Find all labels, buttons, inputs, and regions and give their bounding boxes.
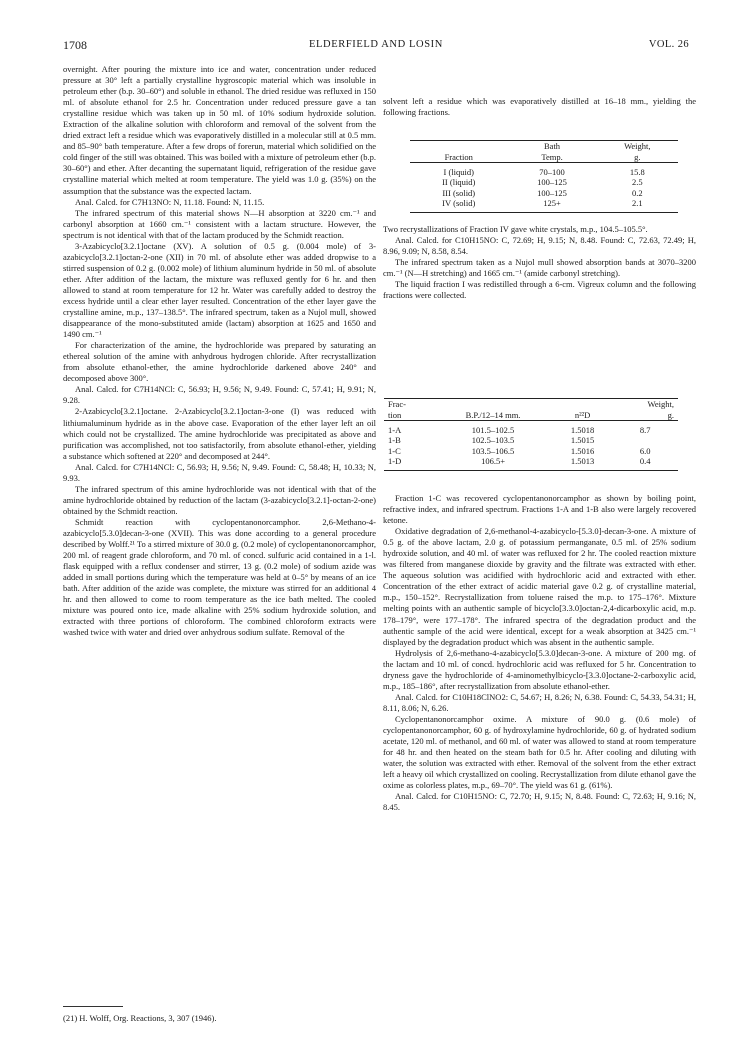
table-row: 1-C 103.5–106.5 1.5016 6.0 xyxy=(388,445,651,456)
table-header: B.P./12–14 mm. xyxy=(465,409,521,420)
table-row: 1-D 106.5+ 1.5013 0.4 xyxy=(384,456,678,470)
table-header: tion xyxy=(388,409,402,420)
paragraph: The liquid fraction I was redistilled through a 6-cm. Vigreux column and the following fractions were collected. xyxy=(383,279,696,301)
table-header: Temp. xyxy=(541,151,563,162)
right-middle-text xyxy=(383,224,696,301)
analysis-line: Anal. Calcd. for C10H15NO: C, 72.69; H, 9.15; N, 8.48. Found: C, 72.63, 72.49; H, 8.96, 9.09; N, 8.58, 8.54. xyxy=(383,235,696,257)
table-header: Fraction xyxy=(444,151,473,162)
paragraph: Schmidt reaction with cyclopentanonorcamphor. 2,6-Methano-4-azabicyclo[5.3.0]decan-3-one (XVII). This was done according to a general procedure described by Wolff.²¹ To a stirred mixture of 30.0 g. (0.2 mole) of cyclopentanonorcamphor, 200 ml. of reagent grade chloroform, and 70 ml. of concd. sulfuric acid contained in a 1-l. flask equipped with a reflux condenser and stirrer, 13 g. (0.2 mole) of sodium azide was added in small portions during which the temperature was held at 0–5° by means of an ice bath. After addition of the azide was complete, the mixture was stirred for an additional 4 hr. and then allowed to come to room temperature as the ice bath melted. The cooled mixture was poured onto ice, made alkaline with 25% sodium hydroxide solution, and extracted with three portions of chloroform. The combined chloroform extracts were washed twice with water and dried over anhydrous sodium sulfate. Removal of the xyxy=(63,516,376,638)
paragraph: overnight. After pouring the mixture into ice and water, concentration under reduced pressure at 30° left a partially crystalline hygroscopic material which was insoluble in petroleum ether (b.p. 30–60°) and soluble in ethanol. The dried residue was refluxed in 150 ml. of absolute ethanol for 2.5 hr. Concentration under reduced pressure gave a tan crystalline residue which was taken up in 50 ml. of 10% sodium hydroxide solution. Extraction of the alkaline solution with chloroform and removal of the solvent from the dried extract left a residue which was evaporatively distilled in a molecular still at 0.5 mm. and 85–90° bath temperature. After a few drops of forerun, material which solidified on the cold finger of the still was obtained. This was boiled with a mixture of petroleum ether (b.p. 30–60°) and ether. After decanting the supernatant liquid, refrigeration of the residue gave crystalline material which melted at room temperature. The yield was 1.0 g. (35%) on the assumption that the substance was the expected lactam. xyxy=(63,64,376,196)
volume-label: VOL. 26 xyxy=(648,39,689,50)
table-header: Bath xyxy=(544,141,561,151)
table-row: III (solid) 100–125 0.2 xyxy=(442,187,643,198)
page-number: 1708 xyxy=(63,38,87,52)
analysis-line: Anal. Calcd. for C10H15NO: C, 72.70; H, 9.15; N, 8.48. Found: C, 72.63; H, 9.16; N, 8.45. xyxy=(383,791,696,813)
paragraph: The infrared spectrum of this material shows N—H absorption at 3220 cm.⁻¹ and carbonyl absorption at 1660 cm.⁻¹ consistent with a lactam structure. However, the spectrum is not identical with that of the lactam produced by the Schmidt reaction. xyxy=(63,207,376,240)
paragraph: The infrared spectrum taken as a Nujol mull showed absorption bands at 3070–3200 cm.⁻¹ (N—H stretching) and 1665 cm.⁻¹ (amide carbonyl stretching). xyxy=(383,257,696,279)
table-row: II (liquid) 100–125 2.5 xyxy=(442,177,643,187)
page-header xyxy=(63,38,689,54)
paragraph: Cyclopentanonorcamphor oxime. A mixture of 90.0 g. (0.6 mole) of cyclopentanonorcamphor, 60 g. of hydroxylamine hydrochloride, 60 g. of hydrated sodium acetate, 120 ml. of methanol, and 60 ml. of water was allowed to stand at room temperature for 48 hr. and then heated on the steam bath for 0.5 hr. After cooling and diluting with water, the solution was extracted with ether. Removal of the solvent from the ether extract left a heavy oil which crystallized on cooling. Recrystallization from dilute ethanol gave the oxime as colorless plates, m.p., 69–70°. The yield was 61 g. (61%). xyxy=(383,713,696,791)
table-row: 1-A 101.5–102.5 1.5018 8.7 xyxy=(388,424,651,435)
analysis-line: Anal. Calcd. for C7H13NO: N, 11.18. Found: N, 11.15. xyxy=(75,196,265,207)
table-header: g. xyxy=(667,409,674,420)
table-header: n²²D xyxy=(574,409,591,420)
right-intro: solvent left a residue which was evaporatively distilled at 16–18 mm., yielding the following fractions. xyxy=(383,96,696,118)
table-row: IV (solid) 125+ 2.1 xyxy=(410,198,678,212)
table-header: Weight, xyxy=(624,141,651,151)
analysis-line: Anal. Calcd. for C10H18ClNO2: C, 54.67; H, 8.26; N, 6.38. Found: C, 54.33, 54.31; H, 8.11, 8.06; N, 6.26. xyxy=(383,691,696,713)
running-head: ELDERFIELD AND LOSIN xyxy=(309,39,443,50)
table-row: 1-B 102.5–103.5 1.5015 xyxy=(388,435,595,445)
table-header: g. xyxy=(634,151,641,162)
right-bottom-text xyxy=(383,493,696,813)
table-header: Frac- xyxy=(388,399,406,409)
redistillation-table xyxy=(384,398,678,471)
paragraph: 3-Azabicyclo[3.2.1]octane (XV). A solution of 0.5 g. (0.004 mole) of 3-azabicyclo[3.2.1]octan-2-one (XII) in 70 ml. of absolute ether was added dropwise to a stirred suspension of 0.2 g. (0.002 mole) of lithium aluminum hydride in 50 ml. of absolute ether. After addition of the lactam, the mixture was refluxed gently for 6 hr. and then allowed to stand at room temperature for 12 hr. Water was carefully added to destroy the excess hydride until a clear ether layer resulted. Concentration of the ether layer gave the crystalline amine, m.p., 137–138.5°. The infrared spectrum, taken as a Nujol mull, showed disappearance of the mono-substituted amide (lactam) absorption at 1625 and 1650 and 1490 cm.⁻¹ xyxy=(63,240,376,340)
table-row: I (liquid) 70–100 15.8 xyxy=(443,166,645,177)
footnote-rule xyxy=(63,1006,123,1007)
table-header xyxy=(410,141,507,152)
fractions-table xyxy=(410,140,678,213)
paragraph: 2-Azabicyclo[3.2.1]octane. 2-Azabicyclo[3.2.1]octan-3-one (I) was reduced with lithiumaluminum hydride as in the above case. Evaporation of the ether layer left an oil which could not be crystallized. The amine hydrochloride was precipitated as above and purification was accomplished, not too satisfactorily, from absolute ethanol-ether, yielding a substance which softened at 220° and decomposed at 244°. xyxy=(63,406,376,461)
paragraph: Two recrystallizations of Fraction IV gave white crystals, m.p., 104.5–105.5°. xyxy=(383,224,648,234)
left-column xyxy=(63,64,376,638)
table-header: Weight, xyxy=(647,399,674,409)
paragraph: Fraction 1-C was recovered cyclopentanonorcamphor as shown by boiling point, refractive index, and infrared spectrum. Fractions 1-A and 1-B also were largely recovered ketone. xyxy=(383,493,696,526)
analysis-line: Anal. Calcd. for C7H14NCl: C, 56.93; H, 9.56; N, 9.49. Found: C, 57.41; H, 9.91; N, 9.28. xyxy=(63,384,376,406)
footnote: (21) H. Wolff, Org. Reactions, 3, 307 (1946). xyxy=(63,1013,217,1023)
paragraph: The infrared spectrum of this amine hydrochloride was not identical with that of the amine hydrochloride obtained by reduction of the lactam (3-azabicyclo[3.2.1]-octan-2-one) obtained by the Schmidt reaction. xyxy=(63,483,376,516)
analysis-line: Anal. Calcd. for C7H14NCl: C, 56.93; H, 9.56; N, 9.49. Found: C, 58.48; H, 10.33; N, 9.93. xyxy=(63,461,376,483)
paragraph: Hydrolysis of 2,6-methano-4-azabicyclo[5.3.0]decan-3-one. A mixture of 200 mg. of the lactam and 10 ml. of concd. hydrochloric acid was refluxed for 5 hr. Concentration to dryness gave the hydrochloride of 4-aminomethylbicyclo-[3.3.0]octane-2-carboxylic acid, m.p., 185–186°, after recrystallization from absolute ethanol-ether. xyxy=(383,647,696,691)
paragraph: For characterization of the amine, the hydrochloride was prepared by saturating an ethereal solution of the amine with anhydrous hydrogen chloride. After recrystallization from absolute ethanol-ether, the amine hydrochloride darkened above 240° and decomposed above 300°. xyxy=(63,340,376,384)
paragraph: Oxidative degradation of 2,6-methanol-4-azabicyclo-[5.3.0]-decan-3-one. A mixture of 0.5 g. of the above lactam, 2.0 g. of potassium permanganate, 0.5 ml. of 25% sodium hydroxide solution, and 40 ml. of water was refluxed for 2 hr. The cooled reaction mixture was filtered from manganese dioxide by gravity and the filtrate was extracted with ether. The aqueous solution was acidified with hydrochloric acid and extracted with ether. Concentration of the ether extract of acidic material gave 0.2 g. of crystalline material, m.p., 150–152°. Recrystallization from toluene raised the m.p. to 175–176°. Mixture melting points with an authentic sample of bicyclo[3.3.0]octan-2,4-dicarboxylic acid, m.p. 178–179°, were 177–178°. The infrared spectra of the degradation product and the authentic sample of the acid were identical, except for a weak absorption at 3425 cm.⁻¹ displayed by the degradation product which was absent in the authentic sample. xyxy=(383,526,696,647)
